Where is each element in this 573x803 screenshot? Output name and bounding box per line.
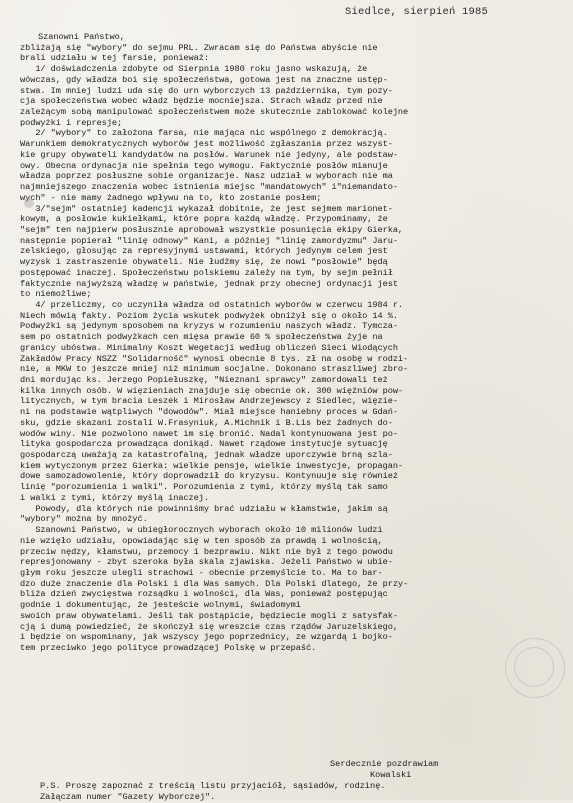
- text-line: "wybory" można by mnożyć.: [20, 514, 148, 525]
- text-line: głym roku jeszcze ulegli strachowi - obecnie przemyślcie to. Ma to bar-: [20, 567, 383, 578]
- text-line: wych" - nie mamy żadnego wpływu na to, kto zostanie posłem;: [20, 192, 322, 203]
- text-line: kowym, a posłowie kukiełkami, które popra każdą władzę. Przypominamy, że: [20, 214, 388, 225]
- text-line: przeciw nędzy, kłamstwu, przemocy i bezprawiu. Nikt nie był z tego powodu: [20, 546, 393, 557]
- letter-paragraphs: [20, 43, 562, 654]
- text-line: Podwyżki są jedynym sposobem na kryzys w rozumieniu naszych władz. Tymcza-: [20, 321, 398, 332]
- text-line: linię "porozumienia i walki". Porozumienia z tymi, którzy myślą tak samo: [20, 482, 388, 493]
- ink-stamp: [505, 638, 565, 698]
- text-line: bliża dzień zwycięstwa rozsądku i wolności, dla Was, ponieważ postępując: [20, 589, 388, 600]
- text-line: postępować inaczej. Społeczeństwu polskiemu zależy na tym, by sejm pełnił: [20, 267, 393, 278]
- text-line: kiem wytyczonym przez Gierka: wielkie pensje, wielkie inwestycje, propagan-: [20, 460, 404, 471]
- text-line: Niech mówią fakty. Poziom życia wskutek podwyżek obniżył się o około 14 %.: [20, 310, 398, 321]
- ink-smudge: [24, 198, 34, 208]
- text-line: dni mordując ks. Jerzego Popiełuszkę, "Nieznani sprawcy" zamordowali też: [20, 375, 388, 385]
- text-line: "sejm" ten najpierw posłusznie aprobował wszystkie posunięcia ekipy Gierka,: [20, 224, 404, 235]
- text-line: kilka innych osób. W więzieniach znajduje się obecnie ok. 300 więźniów pow-: [20, 385, 404, 396]
- text-line: kie grupy obywateli kandydatów na posłów. Warunek nie jedyny, ale podstaw-: [20, 149, 398, 160]
- postscript-line: P.S. Proszę zapoznać z treścią listu przyjaciół, sąsiadów, rodzinę.: [40, 781, 386, 791]
- text-line: 3/"sejm" ostatniej kadencji wykazał dobitnie, że jest sejmem marionet-: [20, 203, 393, 214]
- text-line: gospodarczą uważają za katastrofalną, jednak władze uporczywie brną szla-: [20, 450, 393, 461]
- text-line: brali udziału w tej farsie, ponieważ:: [20, 53, 209, 64]
- text-line: 1/ doświadczenia zdobyte od Sierpnia 1980 roku jasno wskazują, że: [20, 64, 368, 75]
- text-line: faktycznie najwyższą władzę w państwie, jednak przy obecnej ordynacji jest: [20, 278, 398, 289]
- text-line: Powody, dla których nie powinniśmy brać udziału w kłamstwie, jakim są: [20, 503, 388, 514]
- postscript-line: Załączam numer "Gazety Wyborczej".: [40, 792, 216, 802]
- text-line: sku, gdzie skazani zostali W.Frasyniuk, A.Michnik i B.Lis bez żadnych do-: [20, 417, 393, 428]
- text-line: 2/ "wybory" to założona farsa, nie mająca nic wspólnego z demokracją.: [20, 128, 388, 139]
- text-line: następnie popierał "linię odnowy" Kani, a później "linię zamordyzmu" Jaru-: [20, 235, 398, 246]
- text-line: i walki z tymi, którzy myślą inaczej.: [20, 492, 209, 503]
- text-line: Szanowni Państwo, w ubiegłorocznych wyborach około 10 milionów ludzi: [20, 525, 383, 536]
- text-line: to niemożliwe;: [20, 289, 92, 300]
- text-line: lityka gospodarcza prowadząca donikąd. Nawet rządowe instytucje sytuację: [20, 439, 388, 450]
- text-line: dzo duże znaczenie dla Polski i dla Was samych. Dla Polski dlatego, że przy-: [20, 578, 409, 589]
- text-line: zbliżają się "wybory" do sejmu PRL. Zwracam się do Państwa abyście nie: [20, 42, 378, 53]
- text-line: represjonowany - zbyt szeroka była skala zjawiska. Jeżeli Państwo w ubie-: [20, 557, 393, 568]
- text-line: wówczas, gdy władza boi się społeczeństwa, gotowa jest na znaczne ustęp-: [20, 74, 388, 85]
- text-line: cja społeczeństwa wobec władz będzie mocniejsza. Strach władz przed nie: [20, 96, 383, 107]
- text-line: wodów winy. Nie pozwolono nawet im się bronić. Nadal kontynuowana jest po-: [20, 428, 398, 439]
- text-line: władza poprzez posłuszne sobie organizacje. Nasz udział w wyborach nie ma: [20, 171, 393, 182]
- text-line: litycznych, w tym bracia Leszek i Mirosław Andrzejewscy z Siedlec, więzie-: [20, 396, 398, 407]
- text-line: nie, a MKW to jeszcze mniej niż minimum socjalne. Dokonano straszliwej zbro-: [20, 364, 409, 375]
- text-line: tem przeciwko jego polityce prowadzącej Polskę w przepaść.: [20, 642, 317, 653]
- text-line: Zakładów Pracy NSZZ "Solidarność" wynosi obecnie 8 tys. zł na osobę w rodzi-: [20, 353, 409, 364]
- text-line: sem po ostatnich podwyżkach cen mięsa prawie 60 % społeczeństwa żyje na: [20, 332, 383, 343]
- text-line: wyzysk i zastraszenie obywateli. Nie łudźmy się, że nowi "posłowie" będą: [20, 257, 388, 268]
- closing-line: Serdecznie pozdrawiam: [330, 759, 439, 769]
- text-line: granicy ubóstwa. Minimalny Koszt Wegetacji według obliczeń Sieci Wiodących: [20, 342, 398, 353]
- signature-name: Kowalski: [370, 770, 412, 780]
- text-line: cją i dumą powiedzieć, że skończył się wreszcie czas rządów Jaruzelskiego,: [20, 621, 398, 632]
- place-date: Siedlce, sierpień 1985: [345, 6, 489, 18]
- text-line: podwyżki i represje;: [20, 117, 123, 128]
- text-line: owy. Obecna ordynacja nie spełnia tego wymogu. Faktycznie posłów mianuje: [20, 160, 388, 171]
- greeting: Szanowni Państwo,: [38, 32, 125, 42]
- letter-body: [20, 32, 562, 654]
- text-line: nie wzięło udziału, opowiadając się w ten sposób za prawdą i wolnością,: [20, 535, 383, 546]
- text-line: Warunkiem demokratycznych wyborów jest możliwość zgłaszania przez wszyst-: [20, 139, 393, 150]
- text-line: ni na podstawie wątpliwych "dowodów". Miał miejsce haniebny proces w Gdań-: [20, 407, 398, 418]
- text-line: najmniejszego znaczenia wobec istnienia miejsc "mandatowych" i"niemandato-: [20, 182, 398, 193]
- text-line: zależącym sobą manipulować społeczeństwem może skutecznie zablokować kolejne: [20, 107, 409, 118]
- text-line: zelskiego, głosując za represyjnymi ustawami, których jedynym celem jest: [20, 246, 388, 257]
- text-line: stwa. Im mniej ludzi uda się do urn wyborczych 13 października, tym pozy-: [20, 85, 393, 96]
- text-line: i będzie on wspominany, jak wszyscy jego poprzednicy, ze wzgardą i bojko-: [20, 632, 393, 643]
- text-line: 4/ przeliczmy, co uczyniła władza od ostatnich wyborów w czerwcu 1984 r.: [20, 299, 404, 310]
- text-line: swoich praw obywatelami. Jeśli tak postąpicie, będziecie mogli z satysfak-: [20, 610, 398, 621]
- text-line: godnie i dokumentując, że jesteście wolnymi, świadomymi: [20, 600, 301, 611]
- text-line: dowe samozadowolenie, który doprowadził do kryzysu. Kontynuuje się również: [20, 471, 398, 482]
